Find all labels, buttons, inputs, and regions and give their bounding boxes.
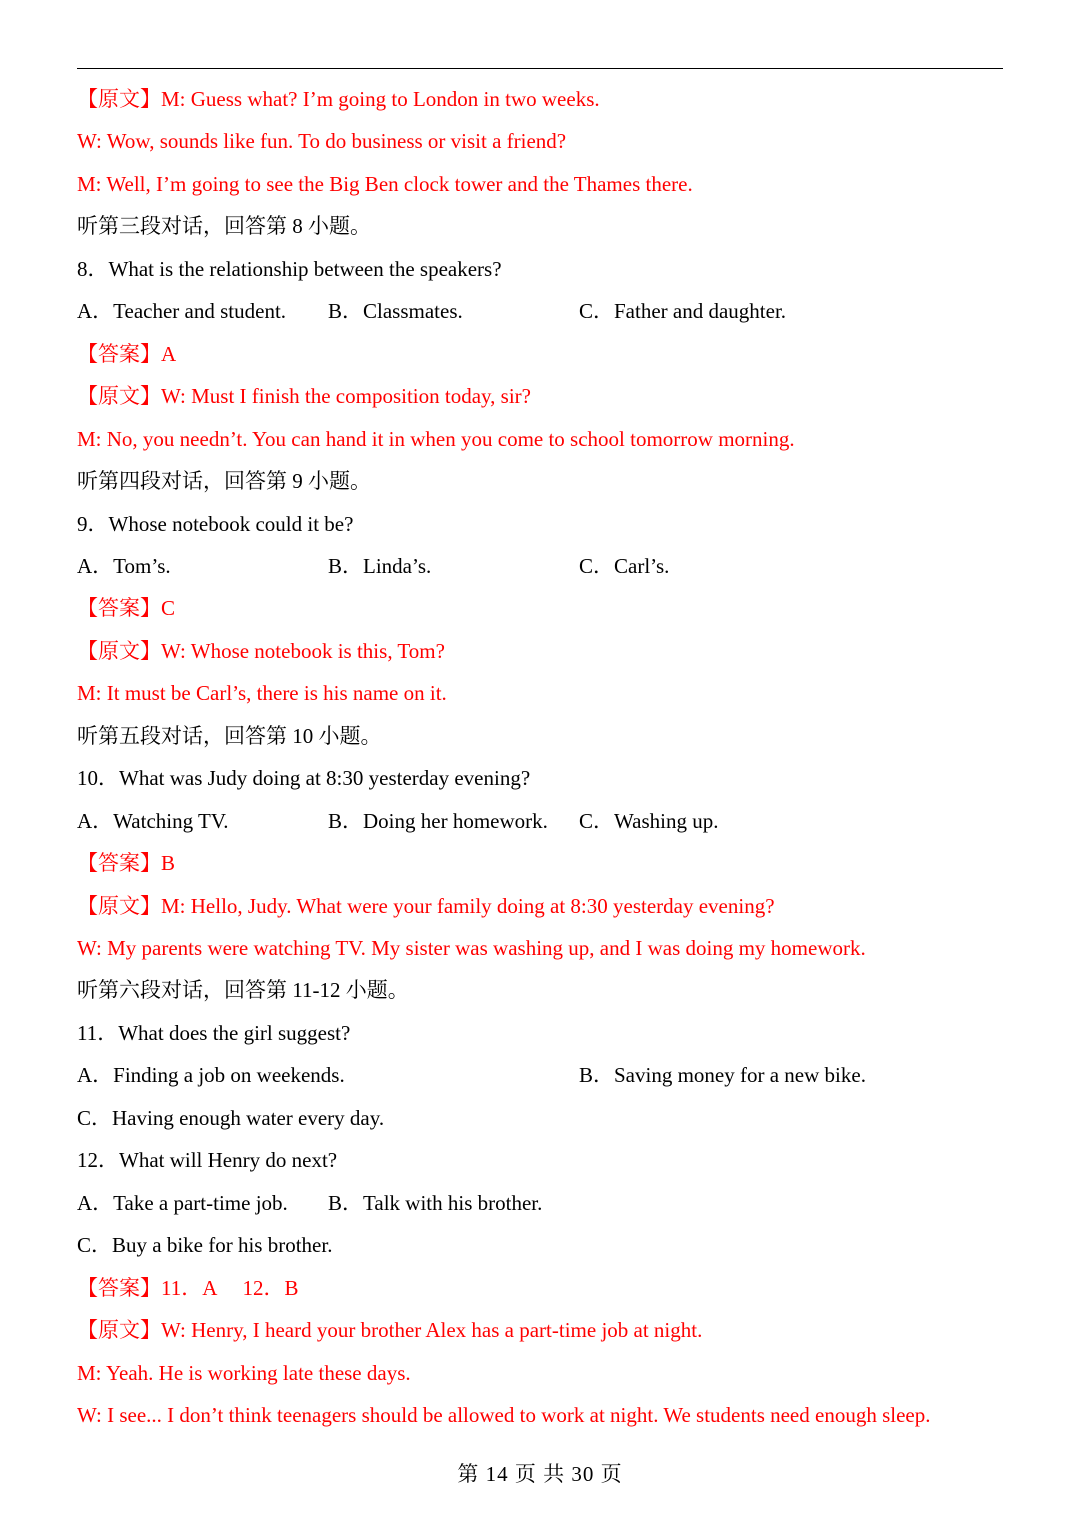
transcript-line: 【答案】C <box>77 596 176 620</box>
question-line: 听第三段对话，回答第 8 小题。 <box>77 214 371 238</box>
transcript-line: M: Well, I’m going to see the Big Ben clock tower and the Thames there. <box>77 172 693 196</box>
question-line: 10．What was Judy doing at 8:30 yesterday evening? <box>77 766 531 790</box>
transcript-line: 【答案】B <box>77 851 176 875</box>
question-line: 听第五段对话，回答第 10 小题。 <box>77 724 382 748</box>
option-item: B．Linda’s. <box>328 554 432 578</box>
option-item: C．Carl’s. <box>579 554 670 578</box>
header-rule <box>77 68 1003 69</box>
transcript-line: 【原文】W: Henry, I heard your brother Alex has a part-time job at night. <box>77 1318 703 1342</box>
option-item: B．Classmates. <box>328 299 463 323</box>
question-line: 9．Whose notebook could it be? <box>77 512 354 536</box>
transcript-line: M: No, you needn’t. You can hand it in when you come to school tomorrow morning. <box>77 427 795 451</box>
transcript-line: 【原文】M: Hello, Judy. What were your family doing at 8:30 yesterday evening? <box>77 894 775 918</box>
option-item: B．Doing her homework. <box>328 809 548 833</box>
option-item: C．Washing up. <box>579 809 719 833</box>
transcript-line: M: Yeah. He is working late these days. <box>77 1361 411 1385</box>
option-item: A．Finding a job on weekends. <box>77 1063 345 1087</box>
option-item: A．Take a part-time job. <box>77 1191 288 1215</box>
question-line: 11．What does the girl suggest? <box>77 1021 351 1045</box>
transcript-line: W: I see... I don’t think teenagers should be allowed to work at night. We students need enough sleep. <box>77 1403 931 1427</box>
transcript-line: 【原文】W: Whose notebook is this, Tom? <box>77 639 445 663</box>
transcript-line: 【原文】M: Guess what? I’m going to London in two weeks. <box>77 87 600 111</box>
option-item: B．Talk with his brother. <box>328 1191 543 1215</box>
question-line: 听第四段对话，回答第 9 小题。 <box>77 469 371 493</box>
transcript-line: W: Wow, sounds like fun. To do business or visit a friend? <box>77 129 567 153</box>
option-item: A．Teacher and student. <box>77 299 287 323</box>
transcript-line: M: It must be Carl’s, there is his name on it. <box>77 681 447 705</box>
transcript-line: W: My parents were watching TV. My sister was washing up, and I was doing my homework. <box>77 936 866 960</box>
option-item: A．Watching TV. <box>77 809 229 833</box>
question-line: 12．What will Henry do next? <box>77 1148 338 1172</box>
option-item: A．Tom’s. <box>77 554 171 578</box>
question-line: 8．What is the relationship between the speakers? <box>77 257 502 281</box>
transcript-line: 【原文】W: Must I finish the composition today, sir? <box>77 384 531 408</box>
transcript-line: 【答案】A <box>77 342 177 366</box>
question-line: C．Buy a bike for his brother. <box>77 1233 333 1257</box>
question-line: 听第六段对话，回答第 11-12 小题。 <box>77 978 409 1002</box>
option-item: C．Father and daughter. <box>579 299 787 323</box>
option-item: B．Saving money for a new bike. <box>579 1063 866 1087</box>
transcript-line: 【答案】11．A 12．B <box>77 1276 299 1300</box>
question-line: C．Having enough water every day. <box>77 1106 385 1130</box>
page-footer: 第 14 页 共 30 页 <box>457 1462 623 1486</box>
